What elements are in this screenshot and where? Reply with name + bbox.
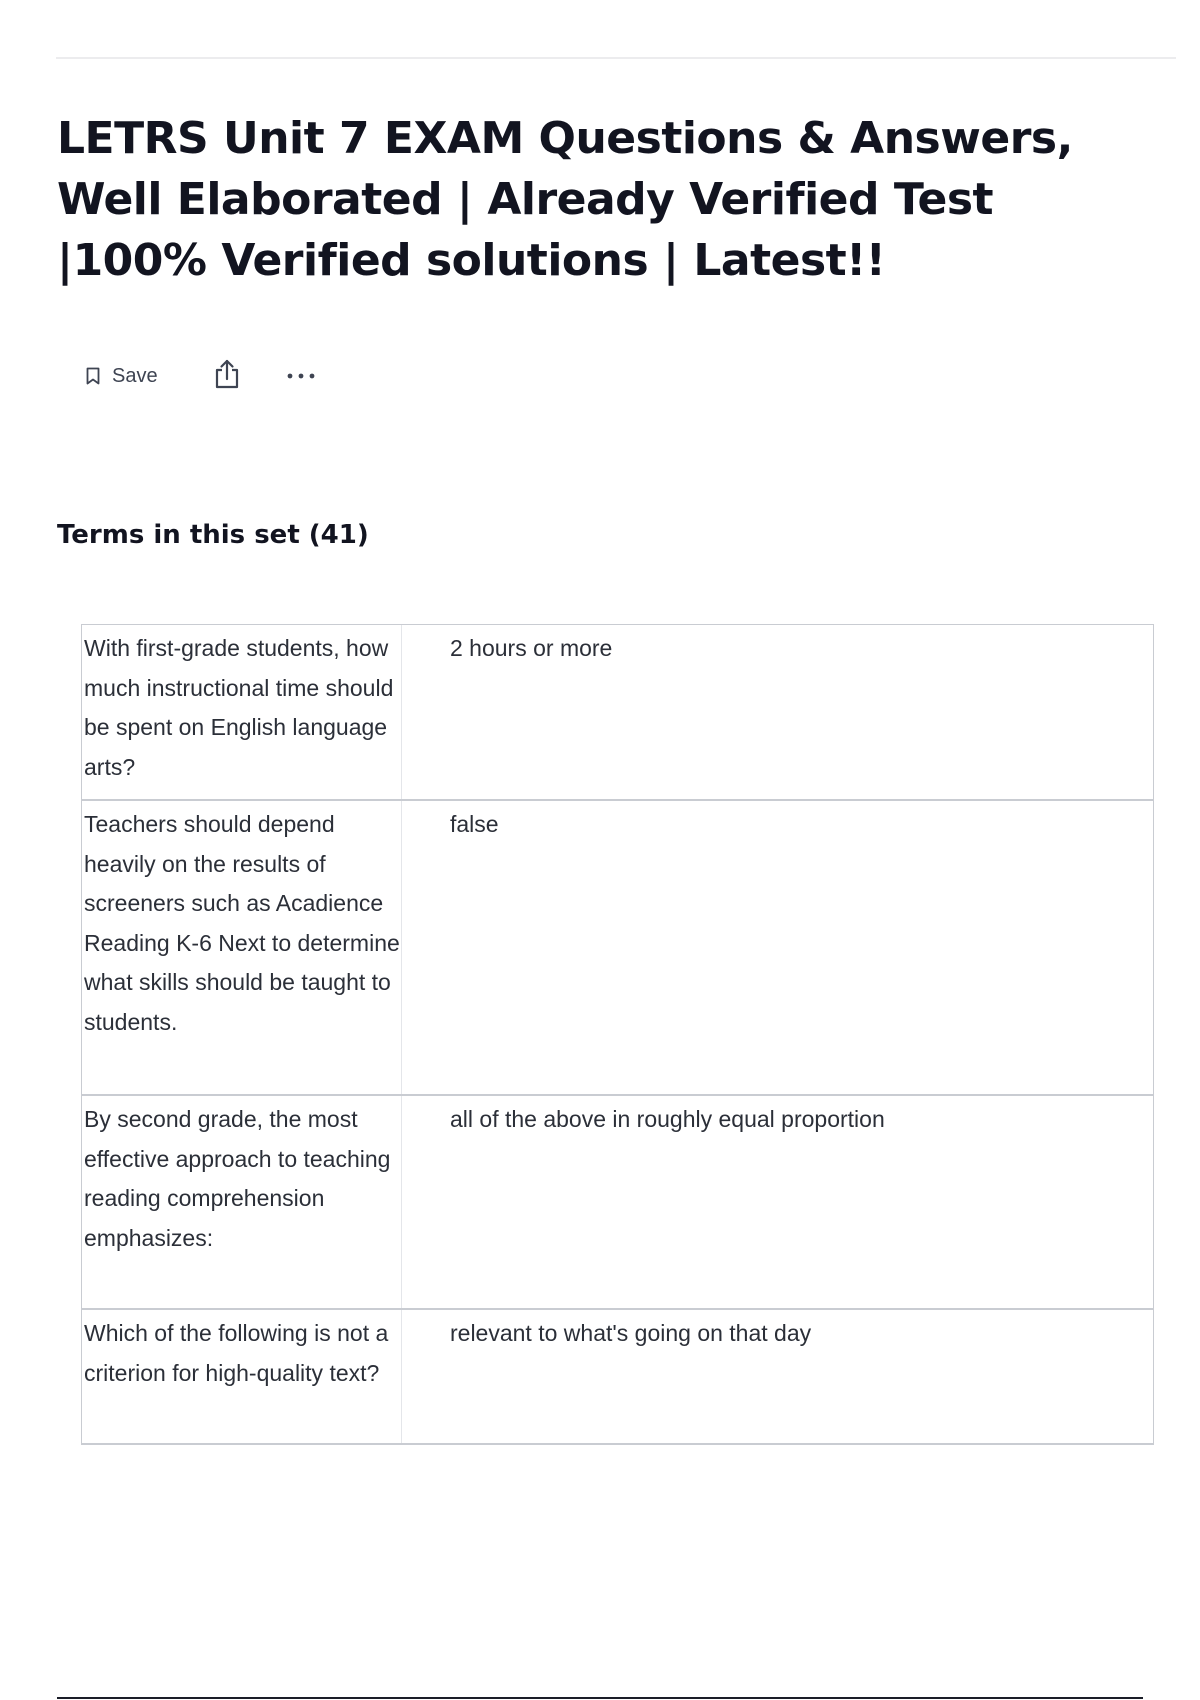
term-row bbox=[82, 801, 1153, 1096]
term-row bbox=[82, 1096, 1153, 1310]
bottom-divider bbox=[57, 1697, 1143, 1699]
term-text: Teachers should depend heavily on the results of screeners such as Acadience Reading K-6 Next to determine what skills should be taught to students. bbox=[82, 801, 402, 1094]
definition-text: all of the above in roughly equal proportion bbox=[450, 1106, 885, 1132]
more-options-button[interactable] bbox=[286, 367, 316, 385]
term-row bbox=[82, 1310, 1153, 1445]
term-text: Which of the following is not a criterion for high-quality text? bbox=[82, 1310, 402, 1443]
save-label: Save bbox=[112, 364, 158, 387]
page-title: LETRS Unit 7 EXAM Questions & Answers, Well Elaborated | Already Verified Test |100% Verified solutions | Latest!! bbox=[57, 113, 1073, 286]
term-text: By second grade, the most effective approach to teaching reading comprehension emphasizes: bbox=[82, 1096, 402, 1308]
terms-heading: Terms in this set (41) bbox=[57, 520, 369, 550]
terms-table bbox=[81, 624, 1154, 1445]
term-text: With first-grade students, how much instructional time should be spent on English language arts? bbox=[82, 625, 402, 799]
bookmark-icon bbox=[86, 367, 100, 385]
top-divider bbox=[56, 57, 1176, 59]
action-toolbar bbox=[86, 356, 316, 396]
term-row bbox=[82, 625, 1153, 801]
definition-text: false bbox=[450, 811, 499, 837]
definition-text: relevant to what's going on that day bbox=[450, 1320, 812, 1346]
definition-text: 2 hours or more bbox=[450, 635, 613, 661]
save-button[interactable] bbox=[86, 365, 158, 388]
share-icon bbox=[214, 359, 240, 394]
share-button[interactable] bbox=[214, 359, 240, 394]
more-options-icon bbox=[286, 367, 316, 385]
